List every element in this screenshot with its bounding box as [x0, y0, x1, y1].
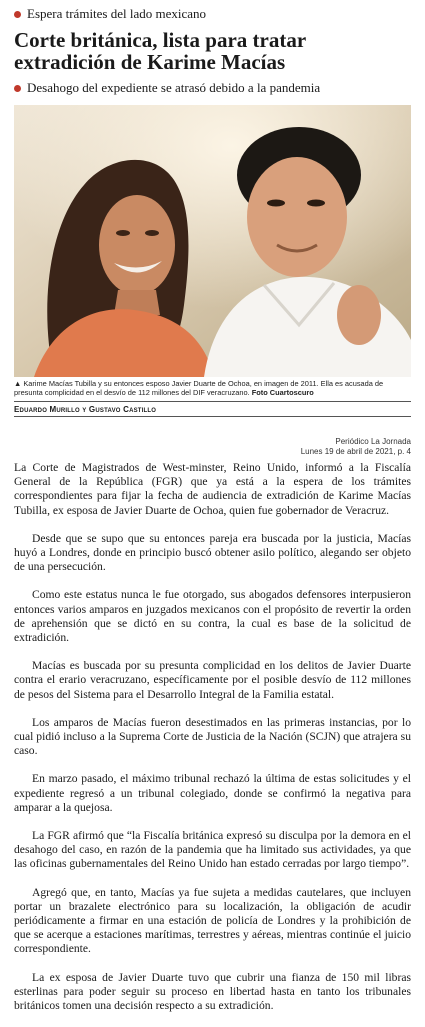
bullet-icon [14, 85, 21, 92]
paragraph: Agregó que, en tanto, Macías ya fue sujeta a medidas cautelares, que incluyen portar un brazalete electrónico para su localización, la obligación de acudir periódicamente a firmar en una estación de policía de Londres y la prohibición de que se acerque a estaciones marítimas, terrestres y aéreas, mientras continúe el juicio correspondiente. [14, 885, 411, 956]
paragraph: Los amparos de Macías fueron desestimados en las primeras instancias, por lo cual pidió incluso a la Suprema Corte de Justicia de la Nación (SCJN) que atrajera su caso. [14, 715, 411, 758]
byline: Eduardo Murillo y Gustavo Castillo [14, 401, 411, 417]
source-info [301, 437, 411, 457]
headline: Corte británica, lista para tratar extradición de Karime Macías [14, 28, 306, 74]
paragraph: Macías es buscada por su presunta complicidad en los delitos de Javier Duarte contra el erario veracruzano, específicamente por el posible desvío de 112 millones de pesos del Sistema para el Desarrollo Integral de la Familia estatal. [14, 659, 411, 701]
subhead [14, 80, 320, 96]
publication-date: Lunes 19 de abril de 2021, p. 4 [300, 447, 411, 456]
paragraph: Desde que se supo que su entonces pareja era buscada por la justicia, Macías huyó a Londres, donde en principio buscó obtener asilo político, alegando ser objeto de una persecución. [14, 531, 411, 574]
photo-credit: Foto Cuartoscuro [251, 388, 314, 397]
kicker-text: Espera trámites del lado mexicano [27, 6, 207, 21]
caption-text: ▲ Karime Macías Tubilla y su entonces esposo Javier Duarte de Ochoa, en imagen de 2011. Ella es acusada de presunta complicidad en el desvío de 112 millones del DIF veracruzano. [14, 379, 384, 397]
photo-illustration [14, 105, 411, 377]
paragraph: La Corte de Magistrados de West-minster, Reino Unido, informó a la Fiscalía General de la República (FGR) que ya está a la espera de los trámites correspondientes para fijar la fecha de audiencia de extradición de Karime Macías Tubilla, ex esposa de Javier Duarte de Ochoa, quien fue gobernador de Veracruz. [14, 461, 411, 517]
paragraph: Como este estatus nunca le fue otorgado, sus abogados defensores interpusieron entonces varios amparos en juzgados mexicanos con el propósito de revertir la orden de aprehensión que se dictó en su contra, la cual es base de la solicitud de extradición. [14, 588, 411, 645]
article-body [14, 461, 411, 1027]
article-photo [14, 105, 411, 377]
subhead-text: Desahogo del expediente se atrasó debido a la pandemia [27, 80, 321, 95]
paragraph: La ex esposa de Javier Duarte tuvo que cubrir una fianza de 150 mil libras esterlinas para poder seguir su proceso en libertad hasta en tanto los tribunales británicos tomen una decisión respecto a su extradición. [14, 970, 411, 1013]
paragraph: La FGR afirmó que “la Fiscalía británica expresó su disculpa por la demora en el desahogo del caso, en razón de la pandemia que ha limitado sus actividades, ya que las oficinas gubernamentales del Reino Unido han estado cerradas por largo tiempo”. [14, 829, 411, 871]
kicker [14, 6, 206, 22]
newspaper-name: Periódico La Jornada [335, 437, 411, 446]
paragraph: En marzo pasado, el máximo tribunal rechazó la última de estas solicitudes y el expediente regresó a un tribunal colegiado, donde se confirmó la negativa para amparar a la quejosa. [14, 772, 411, 814]
photo-caption [14, 379, 411, 397]
bullet-icon [14, 11, 21, 18]
